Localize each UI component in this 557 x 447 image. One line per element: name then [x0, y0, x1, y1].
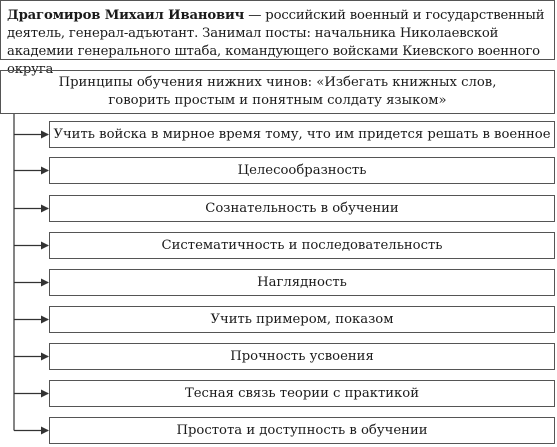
principle-item-5	[49, 269, 555, 296]
principle-item-label: Систематичность и последовательность	[161, 238, 443, 253]
principle-item-label: Прочность усвоения	[230, 349, 374, 364]
principle-item-label: Простота и доступность в обучении	[176, 423, 428, 438]
principle-item-label: Учить войска в мирное время тому, что им придется решать в военное	[53, 127, 551, 142]
person-description: — российский военный и государственный деятель, генерал-адъютант. Занимал посты: начальника Николаевской академии генерального штаба, командующего войсками Киевского военного округа	[7, 8, 545, 77]
principle-item-label: Наглядность	[257, 275, 347, 290]
principle-item-6	[49, 306, 555, 333]
principles-title: Принципы обучения нижних чинов: «Избегать книжных слов, говорить простым и понятным солдату языком»	[58, 75, 497, 108]
principle-item-3	[49, 195, 555, 222]
principles-box	[0, 70, 555, 114]
principle-item-7	[49, 343, 555, 370]
principle-item-9	[49, 417, 555, 444]
principle-item-1	[49, 121, 555, 148]
principle-item-8	[49, 380, 555, 407]
header-box	[0, 0, 555, 77]
principle-item-4	[49, 232, 555, 259]
person-name: Драгомиров Михаил Иванович	[7, 8, 245, 23]
principle-item-2	[49, 157, 555, 184]
principle-item-label: Целесообразность	[237, 163, 367, 178]
principle-item-label: Тесная связь теории с практикой	[184, 386, 420, 401]
principle-item-label: Сознательность в обучении	[205, 201, 399, 216]
principle-item-label: Учить примером, показом	[210, 312, 394, 327]
